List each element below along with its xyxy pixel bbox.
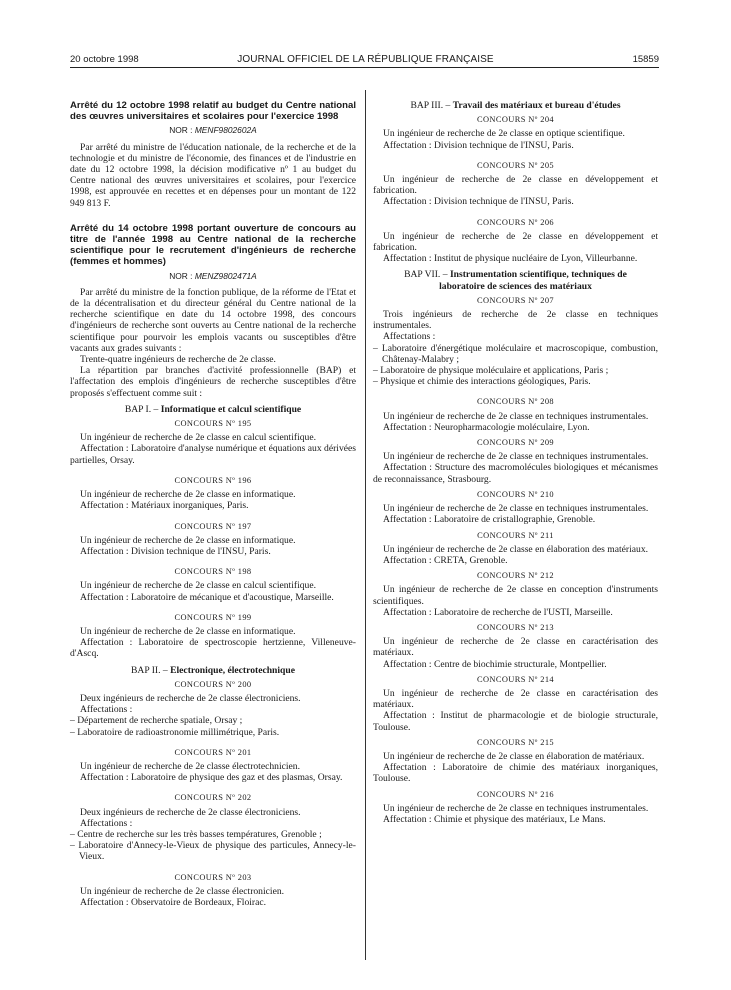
concours-209-line1: Un ingénieur de recherche de 2e classe en techniques instrumentales. (383, 451, 649, 463)
concours-196-line1: Un ingénieur de recherche de 2e classe en informatique. (80, 489, 296, 501)
concours-204-line1: Un ingénieur de recherche de 2e classe en optique scientifique. (383, 128, 625, 140)
bap-7-heading: BAP VII. – Instrumentation scientifique, techniques de laboratoire de sciences des matériaux (404, 269, 627, 292)
concours-200-line1: Deux ingénieurs de recherche de 2e classe électroniciens. (80, 692, 301, 704)
nor-code: MENF9802602A (194, 125, 257, 136)
concours-202-item: – Centre de recherche sur les très basses températures, Grenoble ; (70, 828, 322, 840)
header-page-number: 15859 (632, 54, 659, 65)
concours-205-line1: Un ingénieur de recherche de 2e classe en développement et fabrication. (373, 174, 658, 197)
concours-211-line1: Un ingénieur de recherche de 2e classe en élaboration des matériaux. (383, 543, 649, 555)
concours-210-line1: Un ingénieur de recherche de 2e classe en techniques instrumentales. (383, 503, 649, 515)
concours-214-title: CONCOURS Nº 214 (476, 674, 554, 684)
concours-196-line2: Affectation : Matériaux inorganiques, Paris. (80, 500, 249, 512)
concours-200-item: – Laboratoire de radioastronomie millimétrique, Paris. (70, 726, 280, 738)
concours-215-line1: Un ingénieur de recherche de 2e classe en élaboration de matériaux. (383, 750, 645, 762)
concours-197-line2: Affectation : Division technique de l'INSU, Paris. (80, 545, 271, 557)
concours-199-line1: Un ingénieur de recherche de 2e classe en informatique. (80, 625, 296, 637)
concours-201-line2: Affectation : Laboratoire de physique des gaz et des plasmas, Orsay. (80, 772, 343, 784)
header-rule (70, 67, 659, 68)
arrete-1-body: Par arrêté du ministre de l'éducation nationale, de la recherche et de la technologie et du ministre de l'économie, des finances et de l'industrie en date du 12 octobre 1998, la décision modificative nº 1 au budget du Centre national des œuvres universitaires et scolaires, pour l'exercice 1998, est approuvée en recettes et en dépenses pour un montant de 122 949 813 F. (70, 141, 356, 209)
concours-211-title: CONCOURS Nº 211 (477, 530, 554, 540)
concours-216-line1: Un ingénieur de recherche de 2e classe en techniques instrumentales. (383, 802, 649, 814)
concours-202-item: – Laboratoire d'Annecy-le-Vieux de physique des particules, Annecy-le-Vieux. (70, 840, 356, 863)
concours-199-line2: Affectation : Laboratoire de spectroscopie hertzienne, Villeneuve-d'Ascq. (70, 637, 356, 660)
concours-204-title: CONCOURS Nº 204 (476, 115, 554, 125)
concours-210-line2: Affectation : Laboratoire de cristallographie, Grenoble. (383, 514, 596, 526)
concours-209-title: CONCOURS Nº 209 (476, 438, 554, 448)
concours-203-line2: Affectation : Observatoire de Bordeaux, Floirac. (80, 896, 267, 908)
concours-213-line2: Affectation : Centre de biochimie structurale, Montpellier. (383, 658, 607, 670)
concours-197-title: CONCOURS Nº 197 (174, 521, 252, 531)
concours-199-title: CONCOURS Nº 199 (174, 612, 252, 622)
concours-216-line2: Affectation : Chimie et physique des matériaux, Le Mans. (383, 813, 606, 825)
arrete-1-nor (70, 125, 356, 136)
concours-201-line1: Un ingénieur de recherche de 2e classe électrotechnicien. (80, 760, 301, 772)
concours-206-line1: Un ingénieur de recherche de 2e classe en développement et fabrication. (373, 230, 658, 254)
concours-207-item: – Laboratoire d'énergétique moléculaire et macroscopique, combustion, Châtenay-Malabry ; (373, 342, 658, 365)
concours-207-line1: Trois ingénieurs de recherche de 2e classe en techniques instrumentales. (373, 309, 658, 332)
concours-212-line1: Un ingénieur de recherche de 2e classe en conception d'instruments scientifiques. (373, 584, 658, 607)
concours-213-title: CONCOURS Nº 213 (476, 622, 554, 632)
concours-198-title: CONCOURS Nº 198 (174, 567, 252, 577)
concours-197-line1: Un ingénieur de recherche de 2e classe en informatique. (80, 534, 296, 546)
concours-198-line1: Un ingénieur de recherche de 2e classe en calcul scientifique. (80, 580, 316, 592)
header-date: 20 octobre 1998 (70, 54, 139, 65)
concours-195-line2: Affectation : Laboratoire d'analyse numérique et équations aux dérivées partielles, Orsay. (70, 443, 356, 466)
concours-200-title: CONCOURS Nº 200 (174, 679, 252, 689)
bap-1-heading: BAP I. – Informatique et calcul scientifique (124, 403, 302, 415)
concours-202-line2: Affectations : (80, 817, 133, 829)
concours-205-title: CONCOURS Nº 205 (476, 160, 554, 170)
concours-215-line2: Affectation : Laboratoire de chimie des matériaux inorganiques, Toulouse. (373, 762, 658, 785)
concours-207-line2: Affectations : (383, 331, 436, 343)
left-column (70, 100, 356, 908)
concours-214-line2: Affectation : Institut de pharmacologie et de biologie structurale, Toulouse. (373, 710, 658, 733)
concours-212-line2: Affectation : Laboratoire de recherche de l'USTI, Marseille. (383, 606, 613, 618)
concours-212-title: CONCOURS Nº 212 (476, 571, 554, 581)
concours-207-item: – Physique et chimie des interactions géologiques, Paris. (373, 376, 591, 388)
concours-202-line1: Deux ingénieurs de recherche de 2e classe électroniciens. (80, 806, 301, 818)
concours-195-line1: Un ingénieur de recherche de 2e classe en calcul scientifique. (80, 432, 316, 444)
concours-216-title: CONCOURS Nº 216 (476, 789, 554, 799)
concours-213-line1: Un ingénieur de recherche de 2e classe en caractérisation des matériaux. (373, 636, 658, 659)
concours-210-title: CONCOURS Nº 210 (476, 489, 554, 499)
concours-204-line2: Affectation : Division technique de l'INSU, Paris. (383, 139, 574, 151)
column-divider (365, 90, 366, 960)
arrete-2-body-3: La répartition par branches d'activité professionnelle (BAP) et l'affectation des emplois d'ingénieurs de recherche susceptibles d'être proposés s'effectuent comme suit : (70, 365, 356, 399)
arrete-2-title: Arrêté du 14 octobre 1998 portant ouverture de concours au titre de l'année 1998 au Centre national de la recherche scientifique pour le recrutement d'ingénieurs de recherche (femmes et hommes) (70, 222, 356, 268)
concours-200-item: – Département de recherche spatiale, Orsay ; (70, 715, 243, 727)
concours-208-line1: Un ingénieur de recherche de 2e classe en techniques instrumentales. (383, 410, 649, 422)
concours-201-title: CONCOURS Nº 201 (174, 747, 252, 757)
right-column (373, 100, 658, 825)
bap-3-heading: BAP III. – Travail des matériaux et bureau d'études (410, 100, 621, 111)
bap-2-heading: BAP II. – Electronique, électrotechnique (131, 664, 295, 676)
arrete-2-body-2: Trente-quatre ingénieurs de recherche de 2e classe. (80, 354, 276, 366)
concours-215-title: CONCOURS Nº 215 (476, 737, 554, 747)
concours-203-title: CONCOURS Nº 203 (174, 872, 252, 882)
arrete-1-title: Arrêté du 12 octobre 1998 relatif au budget du Centre national des œuvres universitaires et scolaires pour l'exercice 1998 (70, 100, 356, 123)
arrete-2-nor (70, 271, 356, 282)
concours-203-line1: Un ingénieur de recherche de 2e classe électronicien. (80, 885, 285, 897)
concours-209-line2: Affectation : Structure des macromolécules biologiques et mécanismes de reconnaissance, Strasbourg. (373, 462, 658, 485)
concours-195-title: CONCOURS Nº 195 (174, 419, 252, 429)
header-title: JOURNAL OFFICIEL DE LA RÉPUBLIQUE FRANÇAISE (237, 54, 494, 65)
concours-206-line2: Affectation : Institut de physique nucléaire de Lyon, Villeurbanne. (383, 253, 638, 265)
concours-200-line2: Affectations : (80, 704, 133, 716)
concours-198-line2: Affectation : Laboratoire de mécanique et d'acoustique, Marseille. (80, 591, 334, 603)
concours-211-line2: Affectation : CRETA, Grenoble. (383, 554, 508, 566)
concours-208-title: CONCOURS Nº 208 (476, 397, 554, 407)
concours-208-line2: Affectation : Neuropharmacologie moléculaire, Lyon. (383, 421, 590, 433)
nor-label: NOR : (169, 270, 193, 281)
nor-code: MENZ9802471A (194, 270, 257, 281)
concours-207-item: – Laboratoire de physique moléculaire et applications, Paris ; (373, 365, 609, 377)
concours-205-line2: Affectation : Division technique de l'INSU, Paris. (383, 196, 574, 208)
concours-202-title: CONCOURS Nº 202 (174, 793, 252, 803)
concours-196-title: CONCOURS Nº 196 (174, 475, 252, 485)
concours-214-line1: Un ingénieur de recherche de 2e classe en caractérisation des matériaux. (373, 687, 658, 711)
concours-206-title: CONCOURS Nº 206 (476, 217, 554, 227)
arrete-2-body-1: Par arrêté du ministre de la fonction publique, de la réforme de l'Etat et de la décentralisation et du directeur général du Centre national de la recherche scientifique en date du 14 octobre 1998, des concours d'ingénieurs de recherche sont ouverts au Centre national de la recherche scientifique pour pourvoir les emplois vacants ou susceptibles d'être vacants aux grades suivants : (70, 286, 356, 354)
concours-207-title: CONCOURS Nº 207 (476, 295, 554, 305)
nor-label: NOR : (169, 125, 193, 136)
